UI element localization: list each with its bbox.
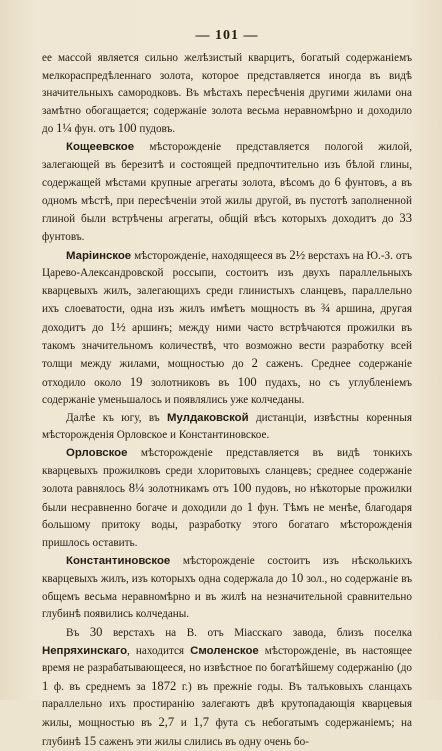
deposit-name: Непряхинскаго <box>42 644 128 657</box>
paragraph <box>42 50 412 139</box>
text-run: мѣсторожденіе состоитъ изъ нѣсколькихъ кварцевыхъ жилъ, изъ которыхъ одна содержала до <box>42 554 412 586</box>
text-run: саженъ. Среднее содержаніе отходило около <box>42 358 412 389</box>
numeric-value: 30 <box>89 625 103 639</box>
numeric-value: 100 <box>237 374 257 389</box>
text-run: ее массой является сильно желѣзистый кварцитъ, богатый содержаніемъ мелкораспредѣленнаго золота, которое представляется иногда въ видѣ значительныхъ самородковъ. Въ мѣстахъ пересѣченія другими жилами она замѣтно обогащается; содержаніе золота весьма неравномѣрно и доходило до <box>42 52 412 136</box>
numeric-value: 1 <box>42 678 49 693</box>
body-text <box>42 50 412 751</box>
numeric-value: 1¼ <box>56 121 72 136</box>
text-run: г.) въ прежніе годы. Въ талъковыхъ сланцахъ параллельно ихъ простиранію залегаютъ двѣ крутопадающія кварцевыя жилы, мощностью въ <box>42 680 412 729</box>
text-run: аршина, другая доходитъ до <box>42 303 413 334</box>
deposit-name: Константиновское <box>66 554 171 567</box>
text-run: Далѣе къ югу, въ <box>66 411 168 424</box>
paragraph <box>42 553 412 624</box>
numeric-value: 2½ <box>289 247 306 262</box>
text-run: зол., но содержаніе въ общемъ весьма неравномѣрно и въ жилѣ на незначительной сравнительно глубинѣ появились колчеданы. <box>42 573 412 621</box>
text-run: саженъ эти жилы слились въ одну очень бо- <box>96 735 309 748</box>
text-run: золотниковъ въ <box>142 376 238 389</box>
text-run: верстахъ на В. отъ Міасскаго завода, близъ поселка <box>102 627 412 639</box>
paragraph <box>42 410 412 445</box>
numeric-value: 10 <box>290 571 304 586</box>
numeric-value: 8¼ <box>128 481 145 496</box>
numeric-value: 19 <box>129 374 143 389</box>
text-run: аршинъ; между ними часто встрѣчаются прожилки въ такомъ значительномъ количествѣ, что возможно вести разработку всей толщи между жилами, мощностью до <box>42 321 412 371</box>
numeric-value: 100 <box>117 121 137 136</box>
text-run: золотникамъ отъ <box>144 483 233 496</box>
paragraph <box>42 139 412 247</box>
text-run: мѣсторожденіе представляется въ видѣ тонкихъ кварцевыхъ прожилковъ среди хлоритовыхъ сланцевъ; среднее содержаніе золота равнялось <box>42 447 412 496</box>
paragraph <box>42 624 412 751</box>
text-run: Въ <box>66 627 90 639</box>
text-run: пудовъ, но нѣкоторые прожилки были несравненно богаче и доходили до <box>42 483 412 514</box>
numeric-value: 1½ <box>109 319 126 334</box>
paragraph <box>42 247 412 410</box>
numeric-value: 1 <box>246 499 254 514</box>
numeric-value: 1,7 <box>193 714 210 729</box>
page-number: — 101 — <box>195 28 259 43</box>
text-run: фута съ небогатымъ содержаніемъ; на глубинѣ <box>42 716 412 748</box>
text-run: ф. въ среднемъ за <box>48 680 152 693</box>
text-run: фунтовъ, а въ одномъ мѣстѣ, при пересѣченіи этой жилы другой, въ пустотѣ заполненной глиной были встрѣчены агрегаты, общій вѣсъ которыхъ доходитъ до <box>42 177 412 226</box>
deposit-name: Орловское <box>66 447 128 460</box>
text-run: пудовъ. <box>136 123 176 136</box>
text-run: мѣсторожденіе представляется пологой жилой, залегающей въ березитѣ и состоящей предпочтительно изъ бѣлой глины, содержащей мѣстами крупные агрегаты золота, вѣсомъ до <box>42 140 412 190</box>
numeric-value: 100 <box>232 481 252 496</box>
text-run: фун. Тѣмъ не менѣе, благодаря большому притоку воды, разработку этого богатаго мѣсторожденія пришлось оставить. <box>42 501 412 550</box>
text-run: и <box>174 716 194 729</box>
text-run: фун. отъ <box>71 123 118 136</box>
text-run: верстахъ на Ю.-З. отъ Царево-Александровской россыпи, состоитъ изъ двухъ параллельныхъ кварцевыхъ жилъ, залегающихъ среди глинистыхъ сланцевъ, параллельно ихъ слоеватости, одна изъ жилъ имѣетъ мощность въ <box>42 249 412 316</box>
numeric-value: 33 <box>399 211 412 226</box>
text-run: мѣсторожденіе, находящееся въ <box>131 249 290 262</box>
numeric-value: 2,7 <box>158 714 175 729</box>
numeric-value: 1872 <box>151 678 177 693</box>
deposit-name: Мулдаковской <box>167 411 249 424</box>
numeric-value: 6 <box>334 175 341 190</box>
text-run: дистанціи, извѣстны коренныя мѣсторожденія Орловское и Константиновское. <box>42 411 413 442</box>
text-run: мѣсторожденіе, въ настоящее время не разрабатывающееся, но извѣстное по богатѣйшему содержанію (до <box>42 644 412 675</box>
numeric-value: 2 <box>251 356 258 371</box>
paragraph <box>42 445 412 553</box>
numeric-value: 15 <box>83 733 97 748</box>
deposit-name: Кощеевское <box>66 140 135 153</box>
text-run: , находится <box>127 644 191 657</box>
deposit-name: Смоленское <box>190 644 259 657</box>
numeric-value: ¾ <box>320 301 331 316</box>
deposit-name: Маріинское <box>66 249 132 262</box>
text-run: фунтовъ. <box>42 230 85 243</box>
text-run: пудахъ, но съ углубленіемъ содержаніе уменьшалось и появлялись уже колчеданы. <box>42 376 412 407</box>
